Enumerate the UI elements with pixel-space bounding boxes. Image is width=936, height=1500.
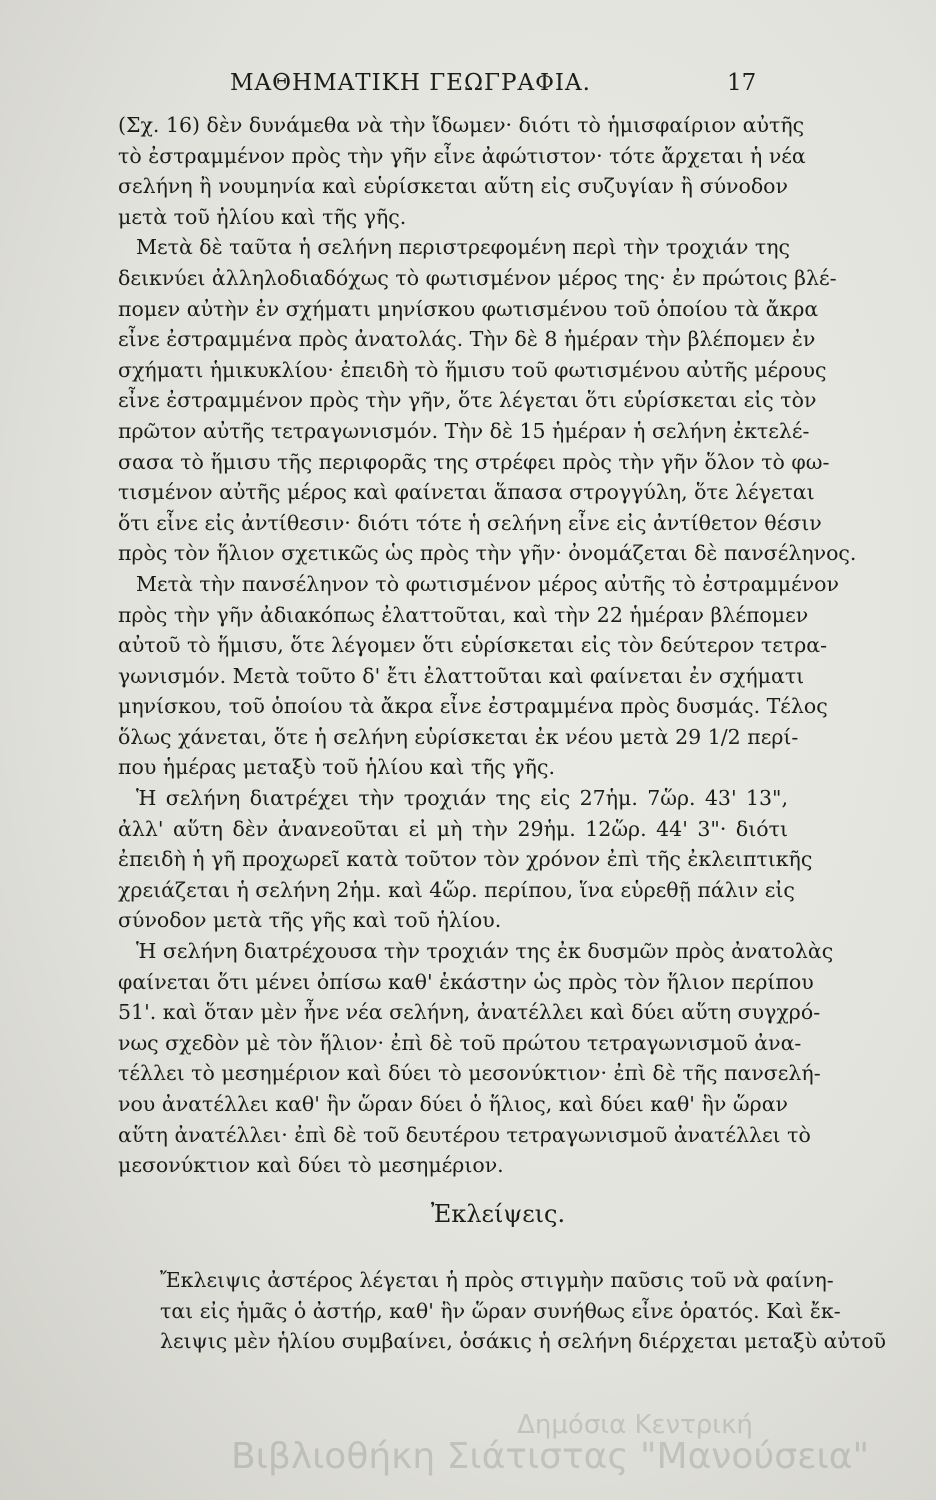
text-line: (Σχ. 16) δὲν δυνάμεθα νὰ τὴν ἴδωμεν· διότι τὸ ἡμισφαίριον αὐτῆς	[118, 113, 805, 137]
watermark-line-2: Βιβλιοθήκη Σιάτιστας "Μανούσεια"	[230, 1436, 870, 1477]
text-line: πομεν αὐτὴν ἐν σχήματι μηνίσκου φωτισμένου τοῦ ὁποίου τὰ ἄκρα	[118, 296, 819, 321]
text-line: αὕτη ἀνατέλλει· ἐπὶ δὲ τοῦ δευτέρου τετραγωνισμοῦ ἀνατέλλει τὸ	[118, 1122, 811, 1147]
text-line: ὅτι εἶνε εἰς ἀντίθεσιν· διότι τότε ἡ σελήνη εἶνε εἰς ἀντίθετον θέσιν	[118, 510, 822, 535]
text-line: ται εἰς ἡμᾶς ὁ ἀστήρ, καθ' ἣν ὥραν συνήθως εἶνε ὁρατός. Καὶ ἔκ-	[160, 1298, 841, 1323]
text-line: Ἔκλειψις ἀστέρος λέγεται ἡ πρὸς στιγμὴν παῦσις τοῦ νὰ φαίνη-	[160, 1268, 834, 1292]
text-line: νως σχεδὸν μὲ τὸν ἥλιον· ἐπὶ δὲ τοῦ πρώτου τετραγωνισμοῦ ἀνα-	[118, 1030, 802, 1055]
text-line: ὅλως χάνεται, ὅτε ἡ σελήνη εὑρίσκεται ἐκ νέου μετὰ 29 1/2 περί-	[118, 724, 799, 749]
text-line: σασα τὸ ἥμισυ τῆς περιφορᾶς της στρέφει πρὸς τὴν γῆν ὅλον τὸ φω-	[118, 449, 830, 474]
text-line: πρὸς τὸν ἥλιον σχετικῶς ὡς πρὸς τὴν γῆν· ὀνομάζεται δὲ πανσέληνος.	[118, 541, 857, 566]
text-line: ἀλλ' αὕτη δὲν ἀνανεοῦται εἰ μὴ τὴν 29ἡμ. 12ὥρ. 44' 3"· διότι	[118, 816, 788, 841]
page-header	[0, 70, 936, 110]
text-line: Ἡ σελήνη διατρέχουσα τὴν τροχιάν της ἐκ δυσμῶν πρὸς ἀνατολὰς	[136, 939, 834, 964]
text-line: τισμένον αὐτῆς μέρος καὶ φαίνεται ἅπασα στρογγύλη, ὅτε λέγεται	[118, 480, 815, 505]
text-line: μετὰ τοῦ ἡλίου καὶ τῆς γῆς.	[118, 204, 407, 229]
text-line: σχήματι ἡμικυκλίου· ἐπειδὴ τὸ ἥμισυ τοῦ φωτισμένου αὐτῆς μέρους	[118, 357, 827, 382]
text-line: ἐπειδὴ ἡ γῆ προχωρεῖ κατὰ τοῦτον τὸν χρόνον ἐπὶ τῆς ἐκλειπτικῆς	[118, 847, 813, 872]
text-line: μηνίσκου, τοῦ ὁποίου τὰ ἄκρα εἶνε ἐστραμμένα πρὸς δυσμάς. Τέλος	[118, 694, 828, 719]
text-line: τέλλει τὸ μεσημέριον καὶ δύει τὸ μεσονύκτιον· ἐπὶ δὲ τῆς πανσελή-	[118, 1061, 821, 1086]
text-line: τὸ ἐστραμμένον πρὸς τὴν γῆν εἶνε ἀφώτιστον· τότε ἄρχεται ἡ νέα	[118, 143, 806, 168]
text-line: πρὸς τὴν γῆν ἀδιακόπως ἐλαττοῦται, καὶ τὴν 22 ἡμέραν βλέπομεν	[118, 602, 809, 627]
main-text	[118, 110, 857, 1181]
text-line: που ἡμέρας μεταξὺ τοῦ ἡλίου καὶ τῆς γῆς.	[118, 755, 555, 780]
text-line: χρειάζεται ἡ σελήνη 2ἡμ. καὶ 4ὥρ. περίπου, ἵνα εὑρεθῇ πάλιν εἰς	[118, 877, 795, 902]
text-line: Ἡ σελήνη διατρέχει τὴν τροχιάν της εἰς 27ἡμ. 7ὥρ. 43' 13",	[136, 786, 788, 811]
text-line: δεικνύει ἀλληλοδιαδόχως τὸ φωτισμένον μέρος της· ἐν πρώτοις βλέ-	[118, 265, 837, 290]
text-line: Μετὰ τὴν πανσέληνον τὸ φωτισμένον μέρος αὐτῆς τὸ ἐστραμμένον	[136, 571, 839, 596]
text-line: γωνισμόν. Μετὰ τοῦτο δ' ἔτι ἐλαττοῦται καὶ φαίνεται ἐν σχήματι	[118, 663, 805, 688]
running-title: ΜΑΘΗΜΑΤΙΚΗ ΓΕΩΓΡΑΦΙΑ.	[230, 70, 591, 96]
text-line: εἶνε ἐστραμμένον πρὸς τὴν γῆν, ὅτε λέγεται ὅτι εὑρίσκεται εἰς τὸν	[118, 388, 817, 413]
text-line: σύνοδον μετὰ τῆς γῆς καὶ τοῦ ἡλίου.	[118, 908, 502, 933]
library-watermark	[210, 1410, 890, 1477]
watermark-line-1: Δημόσια Κεντρική	[517, 1410, 753, 1440]
section-text	[160, 1265, 887, 1357]
section-heading: Ἐκλείψεις.	[430, 1200, 566, 1228]
text-line: σελήνη ἢ νουμηνία καὶ εὑρίσκεται αὕτη εἰς συζυγίαν ἢ σύνοδον	[118, 174, 788, 199]
text-line: λειψις μὲν ἡλίου συμβαίνει, ὁσάκις ἡ σελήνη διέρχεται μεταξὺ αὐτοῦ	[160, 1329, 887, 1354]
text-line: 51'. καὶ ὅταν μὲν ἦνε νέα σελήνη, ἀνατέλλει καὶ δύει αὕτη συγχρό-	[118, 1000, 821, 1025]
text-line: εἶνε ἐστραμμένα πρὸς ἀνατολάς. Τὴν δὲ 8 ἡμέραν τὴν βλέπομεν ἐν	[118, 327, 816, 352]
text-line: μεσονύκτιον καὶ δύει τὸ μεσημέριον.	[118, 1153, 504, 1178]
text-line: νου ἀνατέλλει καθ' ἣν ὥραν δύει ὁ ἥλιος, καὶ δύει καθ' ἣν ὥραν	[118, 1092, 788, 1116]
text-line: φαίνεται ὅτι μένει ὀπίσω καθ' ἑκάστην ὡς πρὸς τὸν ἥλιον περίπου	[118, 969, 814, 994]
text-line: Μετὰ δὲ ταῦτα ἡ σελήνη περιστρεφομένη περὶ τὴν τροχιάν της	[136, 235, 790, 260]
page-number: 17	[727, 70, 757, 96]
text-line: αὐτοῦ τὸ ἥμισυ, ὅτε λέγομεν ὅτι εὑρίσκεται εἰς τὸν δεύτερον τετρα-	[118, 633, 828, 658]
text-line: πρῶτον αὐτῆς τετραγωνισμόν. Τὴν δὲ 15 ἡμέραν ἡ σελήνη ἐκτελέ-	[118, 418, 810, 443]
